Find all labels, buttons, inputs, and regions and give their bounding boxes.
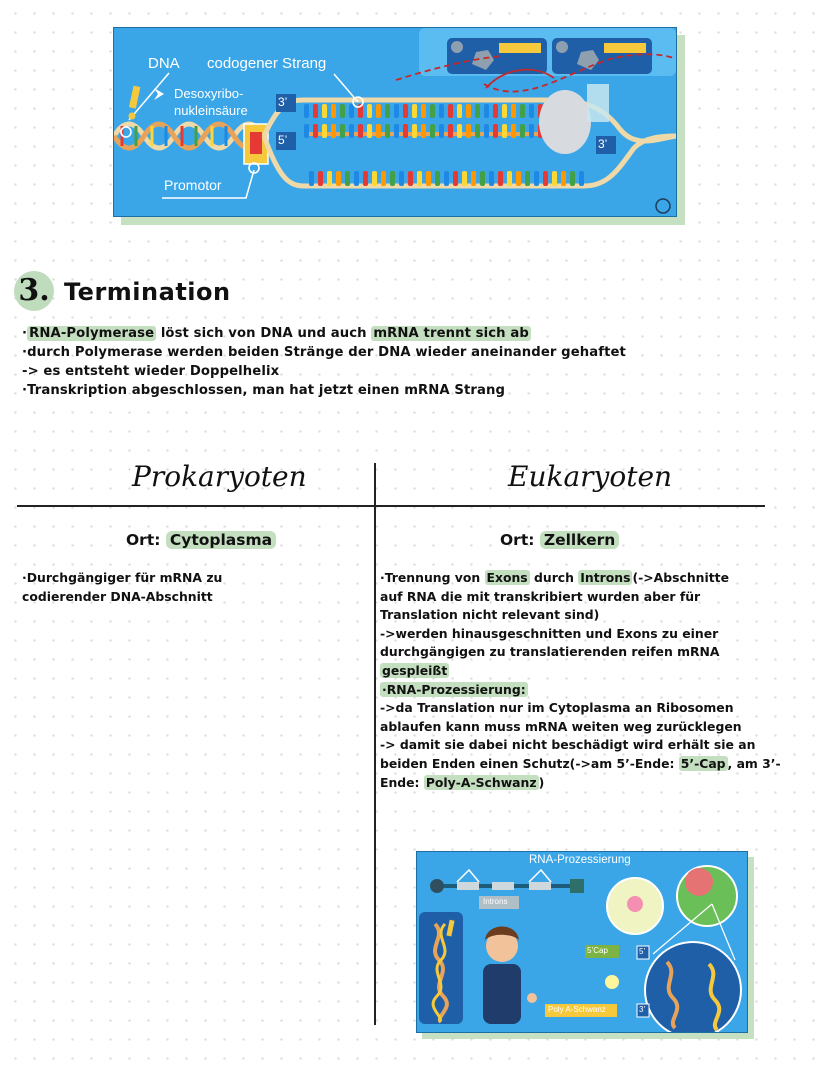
nucleotide-base — [313, 104, 318, 118]
nucleotide-base — [322, 104, 327, 118]
nucleotide-base — [439, 104, 444, 118]
text-span: ·Trennung von — [380, 570, 485, 585]
nucleotide-base — [417, 171, 422, 186]
codogenic-strand-label: codogener Strang — [207, 55, 327, 72]
highlight-5-cap: 5’-Cap — [680, 755, 726, 771]
nucleotide-base — [412, 104, 417, 118]
text-line — [380, 569, 781, 588]
section-title: Termination — [64, 278, 231, 306]
text-span: ) — [538, 774, 545, 790]
text-line: durchgängigen zu translatierenden reifen mRNA — [380, 644, 720, 660]
nucleotide-base — [376, 124, 381, 138]
five-prime-label: 5’ — [639, 947, 646, 956]
nucleotide-base — [421, 104, 426, 118]
nucleotide-base — [475, 104, 480, 118]
nucleotide-base — [403, 104, 408, 118]
nucleotide-base — [466, 104, 471, 118]
nucleotide-base — [304, 124, 309, 138]
three-prime-label: 3’ — [278, 95, 288, 109]
nucleotide-base — [525, 171, 530, 186]
nucleotide-base — [376, 104, 381, 118]
nucleotide-base — [466, 124, 471, 138]
nucleotide-base — [412, 124, 417, 138]
highlight-rna-processing: ·RNA-Prozessierung: — [382, 681, 526, 697]
nucleotide-base — [331, 104, 336, 118]
nucleotide-base — [489, 171, 494, 186]
nucleotide-base — [552, 171, 557, 186]
nucleotide-base — [529, 124, 534, 138]
nucleotide-base — [484, 124, 489, 138]
table-divider-horizontal — [17, 505, 765, 507]
location-label: Ort: — [500, 531, 535, 549]
text-line: ·Durchgängiger für mRNA zu — [22, 570, 223, 585]
nucleotide-base — [534, 171, 539, 186]
nucleotide-base — [340, 124, 345, 138]
termination-bullets — [22, 324, 626, 400]
bullet-line: ·durch Polymerase werden beiden Stränge der DNA wieder aneinander gehaftet — [22, 345, 626, 360]
nucleotide-base — [318, 171, 323, 186]
bullet-prefix: · — [22, 326, 28, 341]
nucleotide-base — [511, 104, 516, 118]
section-number: 3. — [14, 271, 54, 311]
nucleotide-base — [309, 171, 314, 186]
text-line — [380, 774, 781, 793]
three-prime-label: 3’ — [639, 1005, 646, 1014]
nucleotide-base — [570, 171, 575, 186]
text-line: Translation nicht relevant sind) — [380, 607, 600, 623]
nucleotide-base — [493, 124, 498, 138]
text-line: ablaufen kann muss mRNA weiten weg zurücklegen — [380, 718, 742, 734]
nucleotide-base — [336, 171, 341, 186]
text-span: Ende: — [380, 774, 424, 790]
highlight-rna-polymerase: RNA-Polymerase — [29, 326, 155, 341]
eukaryotes-heading: Eukaryoten — [508, 460, 673, 493]
nucleotide-base — [435, 171, 440, 186]
nucleotide-base — [394, 104, 399, 118]
nucleotide-base — [457, 104, 462, 118]
nucleotide-base — [349, 124, 354, 138]
nucleotide-base — [457, 124, 462, 138]
nucleotide-base — [322, 124, 327, 138]
nucleotide-base — [561, 171, 566, 186]
nucleotide-base — [367, 104, 372, 118]
poly-a-label: Poly A-Schwanz — [548, 1005, 606, 1014]
bullet-text: löst sich von DNA und auch — [156, 326, 372, 341]
text-line: auf RNA die mit transkribiert wurden aber für — [380, 588, 701, 604]
nucleotide-base — [381, 171, 386, 186]
nucleotide-base — [444, 171, 449, 186]
dna-transcription-illustration — [113, 27, 677, 217]
text-line — [380, 755, 781, 774]
five-cap-label: 5’Cap — [587, 946, 608, 955]
nucleotide-base — [354, 171, 359, 186]
nucleotide-base — [331, 124, 336, 138]
rna-processing-illustration — [416, 851, 748, 1033]
highlight-mrna-separates: mRNA trennt sich ab — [373, 326, 529, 341]
nucleotide-base — [430, 124, 435, 138]
highlight-spliced: gespleißt — [382, 662, 448, 678]
nucleotide-base — [408, 171, 413, 186]
nucleotide-base — [498, 171, 503, 186]
three-prime-label-right: 3’ — [598, 137, 608, 151]
eukaryotes-location — [500, 531, 619, 549]
highlight-introns: Introns — [580, 570, 631, 585]
text-line: ->da Translation nur im Cytoplasma an Ribosomen — [380, 700, 734, 716]
nucleotide-base — [462, 171, 467, 186]
text-span: (->Abschnitte — [632, 570, 729, 585]
nucleotide-base — [516, 171, 521, 186]
text-line — [380, 681, 781, 700]
bullet-line — [22, 324, 626, 343]
text-span: , am 3’- — [727, 755, 781, 771]
nucleotide-base — [507, 171, 512, 186]
nucleotide-base — [475, 124, 480, 138]
deoxyribo-label: Desoxyribo- — [174, 86, 244, 101]
nucleotide-base — [520, 124, 525, 138]
nucleotide-base — [511, 124, 516, 138]
nucleotide-base — [327, 171, 332, 186]
nucleotide-base — [426, 171, 431, 186]
nucleotide-base — [340, 104, 345, 118]
nucleotide-base — [529, 104, 534, 118]
nucleotide-base — [358, 124, 363, 138]
nucleotide-base — [367, 124, 372, 138]
nucleic-acid-label: nukleinsäure — [174, 103, 248, 118]
nucleotide-base — [493, 104, 498, 118]
nucleotide-base — [448, 104, 453, 118]
location-label: Ort: — [126, 531, 161, 549]
bullet-line: -> es entsteht wieder Doppelhelix — [22, 364, 280, 379]
prokaryotes-location — [126, 531, 276, 549]
nucleotide-base — [390, 171, 395, 186]
nucleotide-base — [439, 124, 444, 138]
nucleotide-base — [502, 104, 507, 118]
nucleotide-base — [543, 171, 548, 186]
highlight-exons: Exons — [486, 570, 528, 585]
nucleotide-base — [471, 171, 476, 186]
text-span: durch — [529, 570, 579, 585]
introns-label: Introns — [483, 897, 508, 906]
nucleotide-base — [484, 104, 489, 118]
nucleotide-base — [430, 104, 435, 118]
nucleotide-base — [480, 171, 485, 186]
table-divider-vertical — [374, 463, 376, 1025]
nucleotide-base — [385, 104, 390, 118]
text-line: codierender DNA-Abschnitt — [22, 588, 213, 604]
nucleotide-base — [403, 124, 408, 138]
nucleotide-base — [304, 104, 309, 118]
bullet-line: ·Transkription abgeschlossen, man hat jetzt einen mRNA Strang — [22, 383, 506, 398]
dna-label: DNA — [148, 55, 180, 72]
nucleotide-base — [313, 124, 318, 138]
text-line — [380, 662, 781, 681]
promoter-label: Promotor — [164, 177, 222, 193]
text-line: -> damit sie dabei nicht beschädigt wird erhält sie an — [380, 737, 756, 753]
nucleotide-base — [385, 124, 390, 138]
prokaryotes-text — [22, 569, 222, 606]
nucleotide-base — [363, 171, 368, 186]
location-value: Zellkern — [540, 531, 619, 549]
nucleotide-base — [421, 124, 426, 138]
nucleotide-base — [349, 104, 354, 118]
nucleotide-base — [453, 171, 458, 186]
prokaryotes-heading: Prokaryoten — [132, 460, 307, 493]
nucleotide-base — [372, 171, 377, 186]
nucleotide-base — [579, 171, 584, 186]
nucleotide-base — [520, 104, 525, 118]
location-value: Cytoplasma — [166, 531, 276, 549]
highlight-poly-a-tail: Poly-A-Schwanz — [425, 774, 537, 790]
nucleotide-base — [502, 124, 507, 138]
nucleotide-base — [345, 171, 350, 186]
text-span: beiden Enden einen Schutz(->am 5’-Ende: — [380, 755, 679, 771]
eukaryotes-text — [380, 569, 781, 792]
rna-processing-title: RNA-Prozessierung — [529, 854, 631, 866]
five-prime-label: 5’ — [278, 133, 288, 147]
text-line: ->werden hinausgeschnitten und Exons zu einer — [380, 625, 719, 641]
nucleotide-base — [448, 124, 453, 138]
nucleotide-base — [394, 124, 399, 138]
nucleotide-base — [399, 171, 404, 186]
